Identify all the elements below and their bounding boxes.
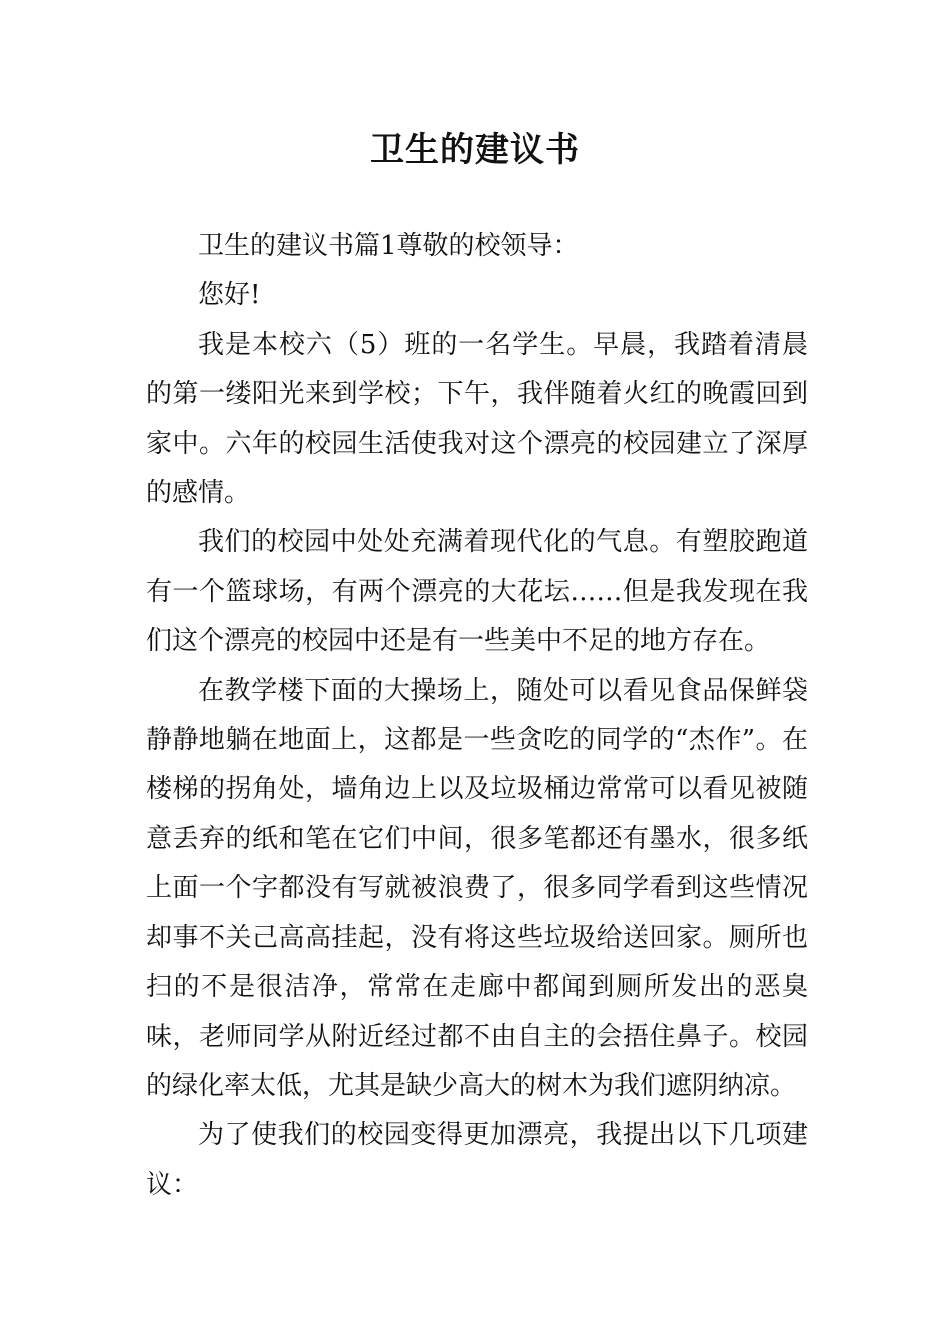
document-body: [146, 222, 808, 1210]
paragraph-suggestions-intro: 为了使我们的校园变得更加漂亮，我提出以下几项建议：: [146, 1120, 808, 1200]
paragraph-campus-description: 我们的校园中处处充满着现代化的气息。有塑胶跑道有一个篮球场，有两个漂亮的大花坛……但是我发现在我们这个漂亮的校园中还是有一些美中不足的地方存在。: [146, 527, 808, 657]
document-title: 卫生的建议书: [370, 130, 580, 170]
paragraph-salutation: 您好!: [198, 280, 261, 311]
paragraph-greeting-line: 卫生的建议书篇1尊敬的校领导：: [198, 231, 579, 261]
paragraph-introduction: 我是本校六（5）班的一名学生。早晨，我踏着清晨的第一缕阳光来到学校；下午，我伴随着火红的晚霞回到家中。六年的校园生活使我对这个漂亮的校园建立了深厚的感情。: [146, 329, 808, 509]
paragraph-problems: 在教学楼下面的大操场上，随处可以看见食品保鲜袋静静地躺在地面上，这都是一些贪吃的同学的“杰作”。在楼梯的拐角处，墙角边上以及垃圾桶边常常可以看见被随意丢弃的纸和笔在它们中间，很多笔都还有墨水，很多纸上面一个字都没有写就被浪费了，很多同学看到这些情况却事不关己高高挂起，没有将这些垃圾给送回家。厕所也扫的不是很洁净，常常在走廊中都闻到厕所发出的恶臭味，老师同学从附近经过都不由自主的会捂住鼻子。校园的绿化率太低，尤其是缺少高大的树木为我们遮阴纳凉。: [146, 675, 808, 1101]
